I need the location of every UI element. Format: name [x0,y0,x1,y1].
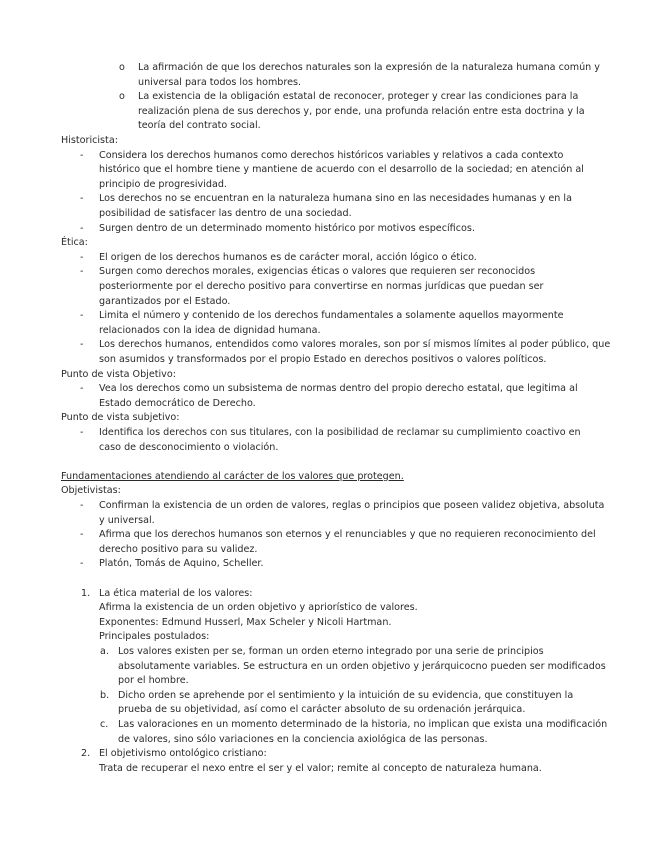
sub-item-text: Los valores existen per se, forman un orden eterno integrado por una serie de principios [118,646,544,657]
list-item: universal para todos los hombres. [138,76,302,88]
numbered-item-text: El objetivismo ontológico cristiano: [99,748,267,760]
list-item: Los derechos humanos, entendidos como valores morales, son por sí mismos límites al poder público, que [99,339,611,351]
list-number: 1. [81,587,91,599]
bullet-marker: - [80,149,84,161]
list-item: Identifica los derechos con sus titulares, con la posibilidad de reclamar su cumplimiento coactivo en [99,427,581,438]
bullet-marker: o [119,62,125,73]
bullet-marker: o [119,91,125,103]
numbered-item-text: Principales postulados: [99,631,210,643]
list-item: principio de progresividad. [99,178,227,190]
section-heading: Punto de vista Objetivo: [61,368,176,380]
list-letter: a. [100,646,109,657]
list-item: Confirman la existencia de un orden de valores, reglas o principios que poseen validez objetiva, absoluta [99,500,605,511]
bullet-marker: - [80,251,84,263]
section-heading: Objetivistas: [61,485,121,497]
list-item: y universal. [99,514,155,526]
list-item: Estado democrático de Derecho. [99,397,256,409]
numbered-item-text: La ética material de los valores: [99,587,253,599]
list-item: caso de desconocimiento o violación. [99,441,279,453]
sub-item-text: prueba de su objetividad, así como el carácter absoluto de su ordenación jerárquica. [118,704,526,716]
section-heading: Historicista: [61,135,118,146]
list-item: relacionados con la idea de dignidad humana. [99,324,321,336]
list-letter: b. [100,689,110,701]
list-item: realización plena de sus derechos y, por ende, una profunda relación entre esta doctrina y la [138,105,585,117]
bullet-marker: - [80,427,84,438]
bullet-marker: - [80,266,84,278]
numbered-item-text: Exponentes: Edmund Husserl, Max Scheler y Nicoli Hartman. [99,616,392,628]
list-item: posteriormente por el derecho positivo para convertirse en normas jurídicas que puedan ser [99,281,544,292]
list-item: Surgen dentro de un determinado momento histórico por motivos específicos. [99,222,475,234]
list-item: posibilidad de satisfacer las dentro de una sociedad. [99,208,352,219]
list-item: La existencia de la obligación estatal de reconocer, proteger y crear las condiciones para la [138,91,579,103]
bullet-marker: - [80,222,84,234]
list-item: Platón, Tomás de Aquino, Scheller. [99,558,264,570]
section-heading: Ética: [61,237,88,249]
bullet-marker: - [80,500,84,511]
numbered-item-text: Trata de recuperar el nexo entre el ser y el valor; remite al concepto de naturaleza humana. [99,762,542,774]
bullet-marker: - [80,310,84,322]
bullet-marker: - [80,558,84,570]
list-item: Vea los derechos como un subsistema de normas dentro del propio derecho estatal, que legitima al [99,383,578,395]
section-title: Fundamentaciones atendiendo al carácter de los valores que protegen. [61,470,404,482]
list-item: histórico que el hombre tiene y mantiene de acuerdo con el desarrollo de la sociedad; en atención al [99,164,584,176]
list-item: son asumidos y transformados por el propio Estado en derechos positivos o valores políticos. [99,354,547,365]
sub-item-text: Dicho orden se aprehende por el sentimiento y la intuición de su evidencia, que constituyen la [118,689,574,701]
list-item: La afirmación de que los derechos naturales son la expresión de la naturaleza humana común y [138,62,600,73]
list-item: derecho positivo para su validez. [99,543,258,555]
list-item: Los derechos no se encuentran en la naturaleza humana sino en las necesidades humanas y en la [99,193,572,205]
list-item: Afirma que los derechos humanos son eternos y el renunciables y que no requieren reconocimiento del [99,529,596,541]
list-item: Considera los derechos humanos como derechos históricos variables y relativos a cada contexto [99,149,564,161]
list-letter: c. [100,719,109,730]
sub-item-text: Las valoraciones en un momento determinado de la historia, no implican que exista una modificación [118,719,608,730]
bullet-marker: - [80,529,84,541]
list-item: Limita el número y contenido de los derechos fundamentales a solamente aquellos mayormente [99,310,564,322]
sub-item-text: absolutamente variables. Se estructura en un orden objetivo y jerárquicocno pueden ser modificados [118,660,606,672]
sub-item-text: de valores, sino sólo variaciones en la conciencia axiológica de las personas. [118,733,488,745]
bullet-marker: - [80,383,84,395]
bullet-marker: - [80,193,84,205]
list-item: garantizados por el Estado. [99,295,231,307]
bullet-marker: - [80,339,84,351]
list-number: 2. [81,748,91,760]
numbered-item-text: Afirma la existencia de un orden objetivo y apriorístico de valores. [99,602,418,614]
section-heading: Punto de vista subjetivo: [61,412,180,424]
list-item: El origen de los derechos humanos es de carácter moral, acción lógico o ético. [99,251,477,263]
list-item: Surgen como derechos morales, exigencias éticas o valores que requieren ser reconocidos [99,266,536,278]
sub-item-text: por el hombre. [118,675,189,687]
list-item: teoría del contrato social. [138,120,261,132]
